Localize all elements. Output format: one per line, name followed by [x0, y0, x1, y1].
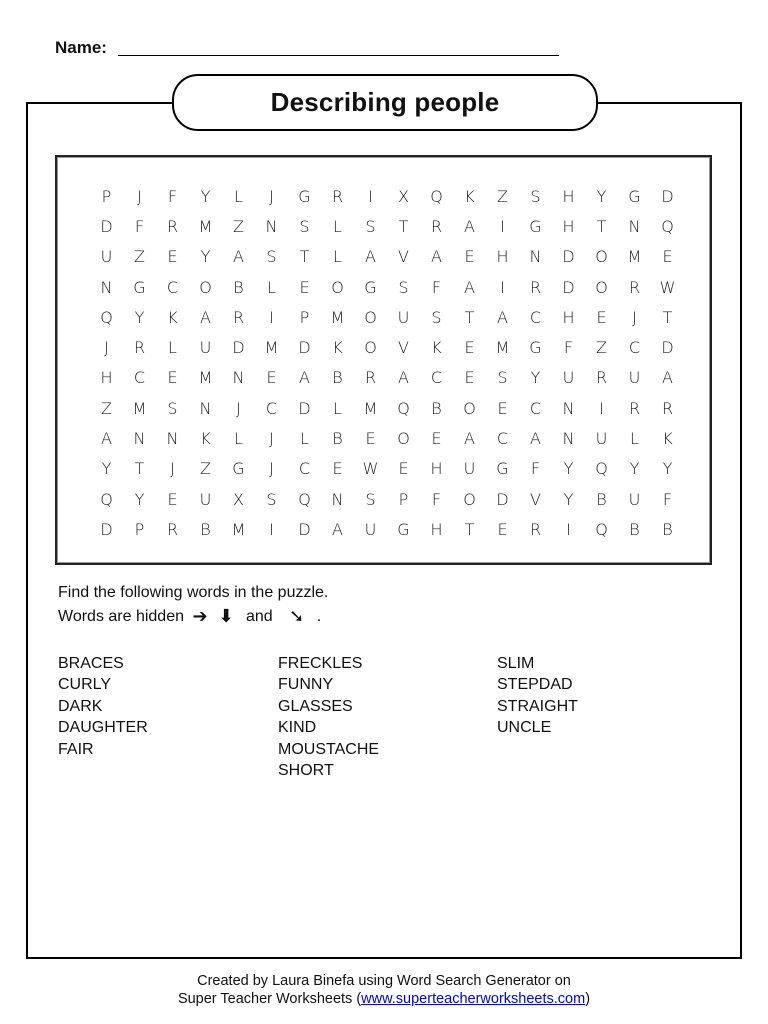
grid-letter: R	[133, 338, 146, 358]
word-search-grid	[90, 181, 684, 545]
grid-letter: D	[100, 519, 113, 539]
grid-letter: L	[630, 429, 639, 449]
grid-letter: D	[298, 398, 311, 418]
name-label: Name:	[55, 38, 107, 57]
grid-letter: J	[269, 429, 274, 449]
grid-letter: Y	[200, 247, 211, 267]
grid-letter: E	[332, 459, 343, 479]
grid-letter: L	[234, 186, 243, 206]
grid-letter: J	[632, 307, 637, 327]
grid-letter: Q	[661, 216, 674, 236]
grid-letter: F	[431, 489, 442, 509]
grid-letter: F	[563, 338, 574, 358]
grid-letter: I	[368, 186, 373, 206]
grid-letter: B	[431, 398, 442, 418]
grid-letter: J	[170, 459, 175, 479]
word-list-item: UNCLE	[497, 719, 552, 737]
grid-letter: I	[269, 519, 274, 539]
word-list-item: KIND	[278, 719, 317, 737]
grid-letter: L	[168, 338, 177, 358]
grid-letter: N	[562, 398, 575, 418]
grid-letter: B	[596, 489, 607, 509]
grid-letter: I	[500, 277, 505, 297]
grid-letter: D	[298, 519, 311, 539]
grid-letter: R	[529, 277, 542, 297]
word-list-item: SHORT	[278, 762, 334, 780]
grid-letter: D	[562, 277, 575, 297]
grid-letter: E	[266, 368, 277, 388]
grid-letter: S	[266, 247, 277, 267]
grid-letter: Y	[629, 459, 640, 479]
grid-letter: H	[430, 519, 443, 539]
grid-letter: T	[134, 459, 145, 479]
grid-letter: R	[595, 368, 608, 388]
grid-letter: S	[365, 216, 376, 236]
grid-letter: G	[232, 459, 245, 479]
grid-letter: E	[596, 307, 607, 327]
grid-letter: S	[398, 277, 409, 297]
instructions-period: .	[316, 607, 322, 625]
grid-letter: T	[464, 519, 475, 539]
grid-letter: L	[333, 398, 342, 418]
grid-letter: G	[298, 186, 311, 206]
grid-letter: A	[200, 307, 211, 327]
instructions-line-2	[58, 606, 321, 627]
grid-letter: F	[134, 216, 145, 236]
grid-letter: E	[662, 247, 673, 267]
grid-letter: P	[398, 489, 409, 509]
grid-letter: V	[398, 338, 409, 358]
grid-letter: R	[364, 368, 377, 388]
grid-letter: I	[566, 519, 571, 539]
grid-letter: A	[398, 368, 409, 388]
grid-letter: T	[299, 247, 310, 267]
grid-letter: U	[562, 368, 575, 388]
grid-letter: U	[100, 247, 113, 267]
word-list-item: FRECKLES	[278, 655, 363, 672]
grid-letter: A	[464, 429, 475, 449]
grid-letter: T	[398, 216, 409, 236]
grid-letter: E	[365, 429, 376, 449]
grid-letter: M	[495, 338, 510, 358]
grid-letter: M	[627, 247, 642, 267]
grid-letter: O	[364, 307, 377, 327]
grid-letter: E	[464, 247, 475, 267]
grid-letter: L	[300, 429, 309, 449]
grid-letter: Q	[595, 519, 608, 539]
grid-letter: B	[629, 519, 640, 539]
grid-letter: T	[596, 216, 607, 236]
grid-letter: D	[232, 338, 245, 358]
word-list-column-1	[58, 653, 148, 760]
grid-letter: F	[662, 489, 673, 509]
grid-letter: U	[463, 459, 476, 479]
grid-letter: O	[199, 277, 212, 297]
grid-letter: C	[529, 307, 542, 327]
grid-letter: Y	[530, 368, 541, 388]
grid-letter: U	[397, 307, 410, 327]
grid-letter: U	[628, 368, 641, 388]
grid-letter: H	[562, 216, 575, 236]
grid-letter: H	[430, 459, 443, 479]
grid-letter: I	[269, 307, 274, 327]
grid-letter: C	[496, 429, 509, 449]
grid-letter: O	[595, 247, 608, 267]
grid-letter: T	[464, 307, 475, 327]
grid-letter: U	[199, 338, 212, 358]
grid-letter: N	[166, 429, 179, 449]
grid-letter: G	[364, 277, 377, 297]
grid-letter: J	[137, 186, 142, 206]
word-list-item: GLASSES	[278, 697, 353, 715]
grid-letter: A	[464, 216, 475, 236]
word-list-item: STRAIGHT	[497, 697, 578, 715]
grid-letter: Z	[101, 398, 112, 418]
grid-letter: S	[497, 368, 508, 388]
grid-letter: A	[464, 277, 475, 297]
grid-letter: E	[464, 368, 475, 388]
footer-credit	[0, 972, 768, 1008]
word-list-item: MOUSTACHE	[278, 740, 380, 758]
grid-letter: O	[397, 429, 410, 449]
grid-letter: D	[562, 247, 575, 267]
grid-letter: Q	[100, 489, 113, 509]
grid-letter: W	[659, 277, 676, 297]
grid-letter: C	[529, 398, 542, 418]
grid-letter: P	[299, 307, 310, 327]
grid-letter: H	[562, 186, 575, 206]
grid-letter: B	[332, 368, 343, 388]
grid-letter: A	[662, 368, 673, 388]
worksheet-title: Describing people	[172, 74, 598, 131]
footer-line-1: Created by Laura Binefa using Word Search Generator on	[197, 973, 571, 989]
grid-letter: Z	[497, 186, 508, 206]
grid-letter: Q	[595, 459, 608, 479]
name-blank-line	[118, 55, 559, 56]
grid-letter: V	[530, 489, 541, 509]
grid-letter: E	[497, 519, 508, 539]
grid-letter: E	[464, 338, 475, 358]
grid-letter: J	[236, 398, 241, 418]
grid-letter: Z	[134, 247, 145, 267]
grid-letter: O	[331, 277, 344, 297]
grid-letter: S	[266, 489, 277, 509]
grid-letter: Y	[134, 489, 145, 509]
grid-letter: K	[167, 307, 178, 327]
grid-letter: D	[661, 186, 674, 206]
grid-letter: R	[331, 186, 344, 206]
grid-letter: S	[167, 398, 178, 418]
grid-letter: J	[104, 338, 109, 358]
grid-letter: D	[496, 489, 509, 509]
grid-letter: C	[298, 459, 311, 479]
grid-letter: V	[398, 247, 409, 267]
grid-letter: C	[628, 338, 641, 358]
grid-letter: E	[497, 398, 508, 418]
grid-letter: R	[430, 216, 443, 236]
word-list-item: FAIR	[58, 740, 94, 758]
arrow-down-icon: ⬇	[218, 606, 234, 626]
grid-letter: E	[398, 459, 409, 479]
grid-letter: C	[133, 368, 146, 388]
instructions-line-1: Find the following words in the puzzle.	[58, 584, 329, 601]
grid-letter: S	[299, 216, 310, 236]
footer-prefix: Super Teacher Worksheets (	[177, 991, 362, 1007]
grid-letter: J	[269, 459, 274, 479]
grid-letter: K	[200, 429, 211, 449]
word-list-item: FUNNY	[278, 676, 334, 694]
grid-letter: F	[167, 186, 178, 206]
grid-letter: S	[431, 307, 442, 327]
grid-letter: R	[166, 519, 179, 539]
grid-letter: N	[100, 277, 113, 297]
grid-letter: A	[233, 247, 244, 267]
grid-letter: Z	[200, 459, 211, 479]
grid-letter: I	[599, 398, 604, 418]
grid-letter: J	[269, 186, 274, 206]
grid-letter: B	[233, 277, 244, 297]
grid-letter: A	[530, 429, 541, 449]
grid-letter: K	[431, 338, 442, 358]
grid-letter: O	[463, 398, 476, 418]
grid-letter: R	[628, 277, 641, 297]
grid-letter: M	[198, 368, 213, 388]
grid-letter: H	[562, 307, 575, 327]
grid-letter: G	[529, 338, 542, 358]
grid-letter: U	[364, 519, 377, 539]
grid-letter: X	[398, 186, 409, 206]
arrow-right-icon: ➔	[192, 606, 208, 626]
grid-letter: L	[333, 216, 342, 236]
grid-letter: G	[496, 459, 509, 479]
grid-letter: Q	[397, 398, 410, 418]
grid-letter: F	[530, 459, 541, 479]
word-list-column-2	[278, 653, 379, 781]
grid-letter: R	[529, 519, 542, 539]
grid-letter: D	[100, 216, 113, 236]
grid-letter: H	[100, 368, 113, 388]
grid-letter: M	[132, 398, 147, 418]
grid-letter: H	[496, 247, 509, 267]
grid-letter: M	[231, 519, 246, 539]
grid-letter: M	[363, 398, 378, 418]
grid-letter: Y	[662, 459, 673, 479]
footer-suffix: )	[585, 991, 591, 1007]
grid-letter: K	[464, 186, 475, 206]
grid-letter: Y	[101, 459, 112, 479]
grid-letter: E	[299, 277, 310, 297]
grid-letter: G	[397, 519, 410, 539]
name-field	[55, 38, 107, 58]
word-list-item: CURLY	[58, 676, 112, 694]
grid-letter: X	[233, 489, 244, 509]
grid-letter: M	[264, 338, 279, 358]
grid-letter: A	[497, 307, 508, 327]
word-list-item: DARK	[58, 697, 103, 715]
grid-letter: O	[364, 338, 377, 358]
grid-letter: S	[530, 186, 541, 206]
grid-letter: A	[365, 247, 376, 267]
instructions-prefix: Words are hidden	[58, 607, 184, 625]
grid-letter: M	[198, 216, 213, 236]
grid-letter: D	[661, 338, 674, 358]
grid-letter: E	[167, 247, 178, 267]
grid-letter: I	[500, 216, 505, 236]
grid-letter: N	[133, 429, 146, 449]
grid-letter: L	[234, 429, 243, 449]
word-list-item: DAUGHTER	[58, 719, 148, 737]
grid-letter: T	[662, 307, 673, 327]
grid-letter: A	[431, 247, 442, 267]
grid-letter: Q	[430, 186, 443, 206]
grid-letter: O	[463, 489, 476, 509]
grid-letter: K	[332, 338, 343, 358]
grid-letter: G	[133, 277, 146, 297]
grid-letter: A	[332, 519, 343, 539]
grid-letter: O	[595, 277, 608, 297]
grid-letter: R	[166, 216, 179, 236]
grid-letter: R	[661, 398, 674, 418]
arrow-diagonal-icon: ➘	[289, 606, 305, 626]
grid-letter: Y	[596, 186, 607, 206]
grid-letter: U	[628, 489, 641, 509]
grid-letter: E	[167, 368, 178, 388]
grid-letter: U	[595, 429, 608, 449]
word-list-column-3	[497, 653, 578, 739]
grid-letter: Y	[134, 307, 145, 327]
grid-letter: L	[333, 247, 342, 267]
grid-letter: E	[431, 429, 442, 449]
grid-letter: B	[200, 519, 211, 539]
grid-letter: Y	[200, 186, 211, 206]
grid-letter: S	[365, 489, 376, 509]
grid-letter: N	[265, 216, 278, 236]
grid-letter: K	[662, 429, 673, 449]
grid-letter: N	[529, 247, 542, 267]
grid-letter: N	[331, 489, 344, 509]
grid-letter: N	[562, 429, 575, 449]
footer-line-2	[0, 990, 768, 1008]
grid-letter: Q	[100, 307, 113, 327]
grid-letter: P	[134, 519, 145, 539]
grid-letter: N	[232, 368, 245, 388]
grid-letter: E	[167, 489, 178, 509]
grid-letter: Y	[563, 489, 574, 509]
grid-letter: N	[628, 216, 641, 236]
grid-letter: Q	[298, 489, 311, 509]
grid-letter: Z	[596, 338, 607, 358]
grid-letter: C	[265, 398, 278, 418]
grid-letter: B	[662, 519, 673, 539]
word-list-item: BRACES	[58, 655, 124, 672]
grid-letter: Y	[563, 459, 574, 479]
grid-letter: L	[267, 277, 276, 297]
grid-letter: F	[431, 277, 442, 297]
grid-letter: G	[628, 186, 641, 206]
grid-letter: P	[101, 186, 112, 206]
grid-letter: C	[166, 277, 179, 297]
grid-letter: N	[199, 398, 212, 418]
grid-letter: R	[628, 398, 641, 418]
grid-letter: A	[299, 368, 310, 388]
grid-letter: U	[199, 489, 212, 509]
grid-letter: A	[101, 429, 112, 449]
grid-letter: Z	[233, 216, 244, 236]
grid-letter: B	[332, 429, 343, 449]
grid-letter: M	[330, 307, 345, 327]
instructions-and: and	[246, 607, 273, 625]
grid-letter: C	[430, 368, 443, 388]
word-list-item: SLIM	[497, 655, 535, 672]
footer-website-link[interactable]: www.superteacherworksheets.com	[361, 991, 586, 1007]
grid-letter: R	[232, 307, 245, 327]
grid-letter: D	[298, 338, 311, 358]
word-list-item: STEPDAD	[497, 676, 573, 694]
grid-letter: W	[362, 459, 379, 479]
grid-letter: G	[529, 216, 542, 236]
